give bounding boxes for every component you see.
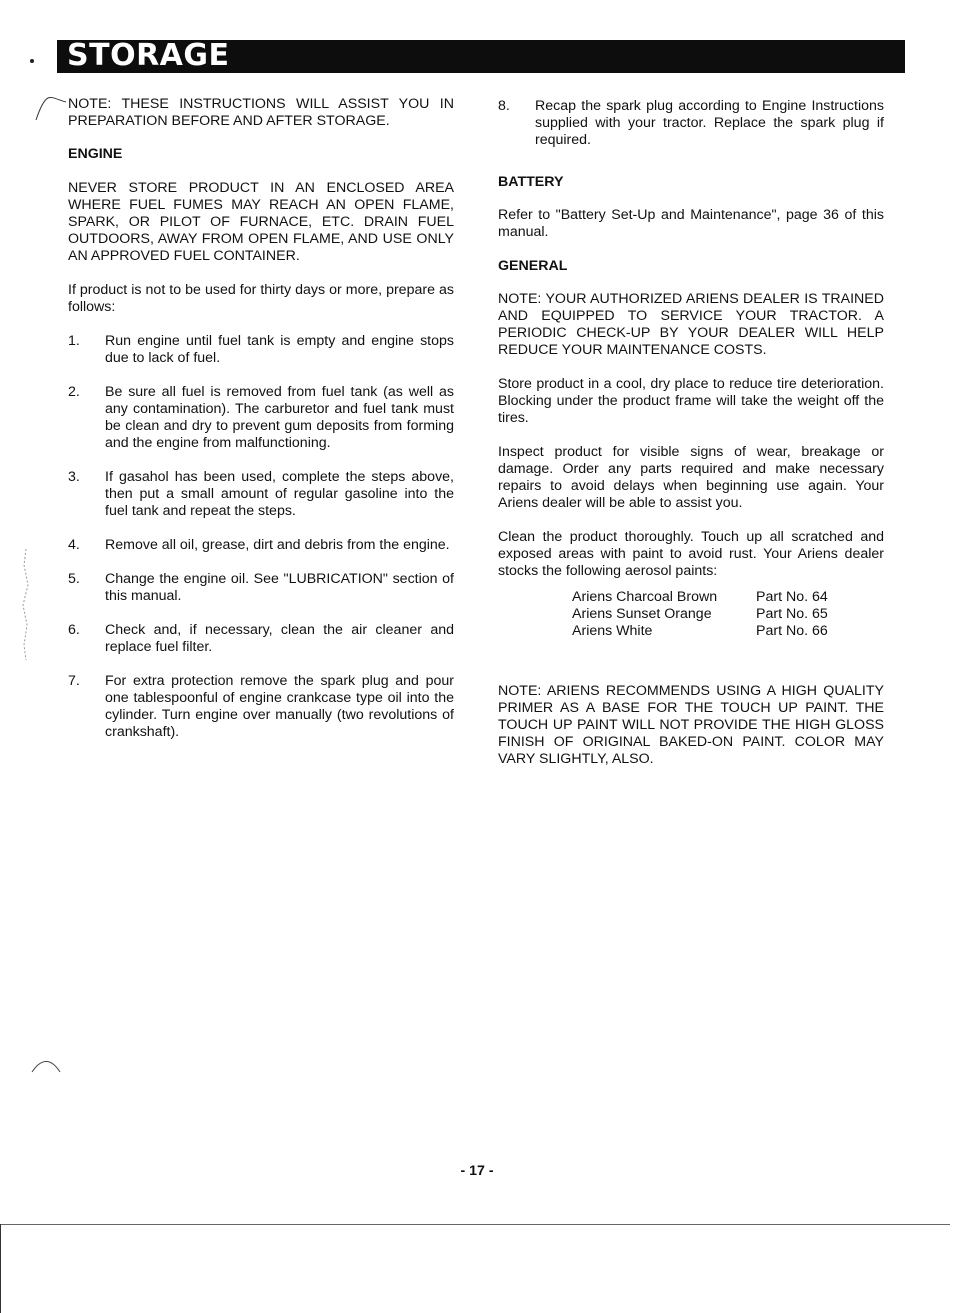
step-number: 1. xyxy=(68,333,80,349)
step-number: 8. xyxy=(498,98,510,114)
step-text: Change the engine oil. See "LUBRICATION" section of this manual. xyxy=(105,571,454,604)
primer-note: NOTE: ARIENS RECOMMENDS USING A HIGH QUALITY PRIMER AS A BASE FOR THE TOUCH UP PAINT. THE TOUCH UP PAINT WILL NOT PROVIDE THE HIGH GLOSS FINISH OF ORIGINAL BAKED-ON PAINT. COLOR MAY VARY SLIGHTLY, ALSO. xyxy=(498,683,884,767)
list-item xyxy=(68,469,454,520)
list-item xyxy=(572,623,884,640)
page-title: STORAGE xyxy=(67,38,230,73)
list-item xyxy=(68,673,454,741)
scan-smudge xyxy=(14,545,38,665)
bottom-rule xyxy=(0,1224,950,1225)
list-item xyxy=(572,589,884,606)
step-number: 2. xyxy=(68,384,80,400)
step-number: 7. xyxy=(68,673,80,689)
paint-name: Ariens White xyxy=(572,623,653,639)
bullet-mark xyxy=(30,59,34,63)
section-title-bar xyxy=(57,40,905,73)
list-item xyxy=(68,622,454,656)
step-text: Remove all oil, grease, dirt and debris from the engine. xyxy=(105,537,450,553)
list-item xyxy=(68,333,454,367)
right-column xyxy=(498,96,884,768)
dealer-note: NOTE: YOUR AUTHORIZED ARIENS DEALER IS TRAINED AND EQUIPPED TO SERVICE YOUR TRACTOR. A PERIODIC CHECK-UP BY YOUR DEALER WILL HELP REDUCE YOUR MAINTENANCE COSTS. xyxy=(498,291,884,358)
intro-note: NOTE: THESE INSTRUCTIONS WILL ASSIST YOU IN PREPARATION BEFORE AND AFTER STORAGE. xyxy=(68,96,454,129)
inspect-text: Inspect product for visible signs of wear, breakage or damage. Order any parts required and make necessary repairs to avoid delays when beginning use again. Your Ariens dealer will be able to assist you. xyxy=(498,444,884,511)
clean-text: Clean the product thoroughly. Touch up all scratched and exposed areas with paint to avoid rust. Your Ariens dealer stocks the following aerosol paints: xyxy=(498,529,884,579)
step-number: 5. xyxy=(68,571,80,587)
fuel-warning: NEVER STORE PRODUCT IN AN ENCLOSED AREA WHERE FUEL FUMES MAY REACH AN OPEN FLAME, SPARK, OR PILOT OF FURNACE, ETC. DRAIN FUEL OUTDOORS, AWAY FROM OPEN FLAME, AND USE ONLY AN APPROVED FUEL CONTAINER. xyxy=(68,180,454,264)
battery-heading: BATTERY xyxy=(498,174,564,190)
step-text: Check and, if necessary, clean the air cleaner and replace fuel filter. xyxy=(105,622,454,655)
engine-heading: ENGINE xyxy=(68,146,123,162)
general-heading: GENERAL xyxy=(498,258,568,274)
step-number: 3. xyxy=(68,469,80,485)
store-text: Store product in a cool, dry place to reduce tire deterioration. Blocking under the product frame will take the weight off the tires. xyxy=(498,376,884,426)
step-number: 6. xyxy=(68,622,80,638)
paint-name: Ariens Sunset Orange xyxy=(572,606,712,622)
left-column xyxy=(68,96,454,741)
paint-part-number: Part No. 66 xyxy=(756,623,828,639)
paint-list xyxy=(572,589,884,640)
battery-text: Refer to "Battery Set-Up and Maintenance", page 36 of this manual. xyxy=(498,207,884,240)
paint-name: Ariens Charcoal Brown xyxy=(572,589,718,605)
list-item xyxy=(68,537,454,554)
prep-intro: If product is not to be used for thirty days or more, prepare as follows: xyxy=(68,282,454,315)
scan-mark xyxy=(30,1052,70,1082)
paint-part-number: Part No. 65 xyxy=(756,606,828,622)
list-item xyxy=(572,606,884,623)
step-number: 4. xyxy=(68,537,80,553)
step-text: For extra protection remove the spark plug and pour one tablespoonful of engine crankcase type oil into the cylinder. Turn engine over manually (two revolutions of crankshaft). xyxy=(105,673,454,740)
step-text: If gasahol has been used, complete the steps above, then put a small amount of regular gasoline into the fuel tank and repeat the steps. xyxy=(105,469,454,519)
page-edge xyxy=(0,1224,1,1313)
step-text: Run engine until fuel tank is empty and engine stops due to lack of fuel. xyxy=(105,333,454,366)
step-text: Be sure all fuel is removed from fuel tank (as well as any contamination). The carburetor and fuel tank must be clean and dry to prevent gum deposits from forming and the engine from malfunctioning. xyxy=(105,384,454,451)
page-number: - 17 - xyxy=(460,1163,494,1179)
list-item xyxy=(498,98,884,149)
list-item xyxy=(68,384,454,452)
step-text: Recap the spark plug according to Engine Instructions supplied with your tractor. Replace the spark plug if required. xyxy=(535,98,884,148)
paint-part-number: Part No. 64 xyxy=(756,589,828,605)
list-item xyxy=(68,571,454,605)
